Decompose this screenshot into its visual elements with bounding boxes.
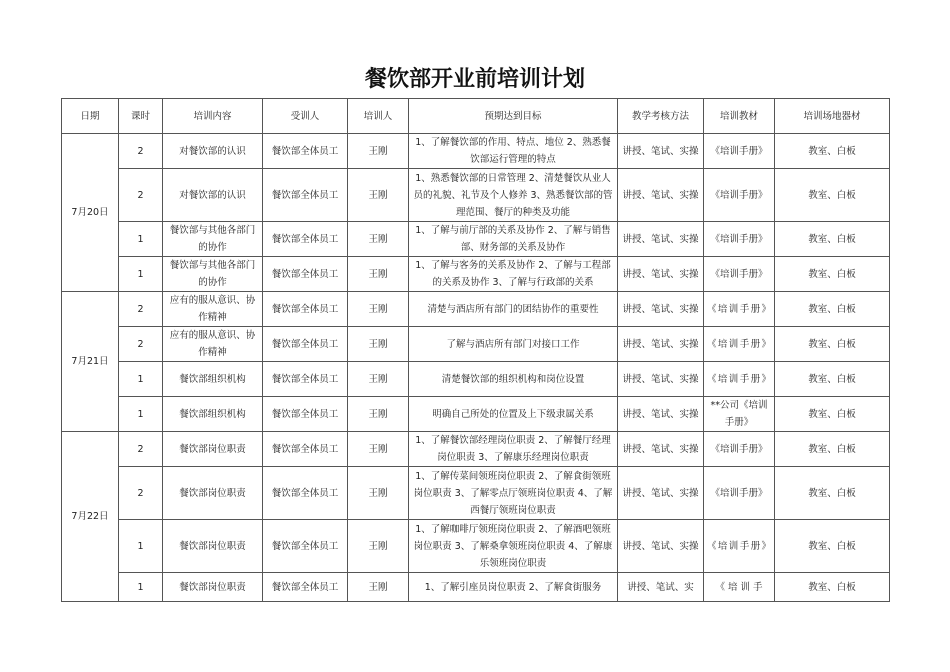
header-method: 教学考核方法: [618, 99, 704, 134]
goal-cell: 清楚餐饮部的组织机构和岗位设置: [409, 362, 618, 397]
content-cell: 餐饮部岗位职责: [163, 432, 263, 467]
hours-cell: 2: [119, 292, 163, 327]
goal-cell: 1、了解餐饮部的作用、特点、地位 2、熟悉餐饮部运行管理的特点: [409, 134, 618, 169]
method-cell: 讲授、笔试、实操: [618, 397, 704, 432]
hours-cell: 1: [119, 573, 163, 602]
trainer-cell: 王刚: [348, 257, 409, 292]
goal-cell: 1、了解餐饮部经理岗位职责 2、了解餐厅经理岗位职责 3、了解康乐经理岗位职责: [409, 432, 618, 467]
venue-cell: 教室、白板: [775, 573, 890, 602]
goal-cell: 1、了解引座员岗位职责 2、了解食街服务: [409, 573, 618, 602]
method-cell: 讲授、笔试、实操: [618, 327, 704, 362]
hours-cell: 2: [119, 169, 163, 222]
table-row: [62, 327, 890, 362]
content-cell: 餐饮部与其他各部门的协作: [163, 222, 263, 257]
method-cell: 讲授、笔试、实操: [618, 134, 704, 169]
content-cell: 餐饮部组织机构: [163, 397, 263, 432]
material-cell: 《培训手册》: [704, 222, 775, 257]
date-cell: 7月20日: [62, 134, 119, 292]
hours-cell: 1: [119, 222, 163, 257]
material-cell: 《培训手册》: [704, 134, 775, 169]
trainer-cell: 王刚: [348, 134, 409, 169]
method-cell: 讲授、笔试、实: [618, 573, 704, 602]
hours-cell: 2: [119, 432, 163, 467]
trainer-cell: 王刚: [348, 169, 409, 222]
material-cell: 《培训手册》: [704, 327, 775, 362]
material-cell: 《培训手册》: [704, 520, 775, 573]
header-row: [62, 99, 890, 134]
trainee-cell: 餐饮部全体员工: [263, 134, 348, 169]
goal-cell: 清楚与酒店所有部门的团结协作的重要性: [409, 292, 618, 327]
hours-cell: 1: [119, 257, 163, 292]
method-cell: 讲授、笔试、实操: [618, 520, 704, 573]
goal-cell: 明确自己所处的位置及上下级隶属关系: [409, 397, 618, 432]
trainee-cell: 餐饮部全体员工: [263, 362, 348, 397]
training-plan-table: [61, 98, 890, 602]
header-date: 日期: [62, 99, 119, 134]
table-row: [62, 362, 890, 397]
goal-cell: 1、了解与客务的关系及协作 2、了解与工程部的关系及协作 3、了解与行政部的关系: [409, 257, 618, 292]
trainer-cell: 王刚: [348, 327, 409, 362]
method-cell: 讲授、笔试、实操: [618, 432, 704, 467]
table-row: [62, 573, 890, 602]
trainee-cell: 餐饮部全体员工: [263, 327, 348, 362]
header-trainer: 培训人: [348, 99, 409, 134]
trainer-cell: 王刚: [348, 222, 409, 257]
hours-cell: 1: [119, 362, 163, 397]
trainer-cell: 王刚: [348, 397, 409, 432]
header-hours: 课时: [119, 99, 163, 134]
venue-cell: 教室、白板: [775, 257, 890, 292]
trainee-cell: 餐饮部全体员工: [263, 169, 348, 222]
material-cell: **公司《培训手册》: [704, 397, 775, 432]
hours-cell: 1: [119, 520, 163, 573]
venue-cell: 教室、白板: [775, 327, 890, 362]
venue-cell: 教室、白板: [775, 169, 890, 222]
table-row: [62, 432, 890, 467]
trainee-cell: 餐饮部全体员工: [263, 467, 348, 520]
table-row: [62, 292, 890, 327]
table-row: [62, 520, 890, 573]
content-cell: 对餐饮部的认识: [163, 134, 263, 169]
material-cell: 《培训手册》: [704, 292, 775, 327]
date-cell: 7月21日: [62, 292, 119, 432]
goal-cell: 1、了解咖啡厅领班岗位职责 2、了解酒吧领班岗位职责 3、了解桑拿领班岗位职责 4、了解康乐领班岗位职责: [409, 520, 618, 573]
material-cell: 《培训手册》: [704, 169, 775, 222]
content-cell: 餐饮部组织机构: [163, 362, 263, 397]
venue-cell: 教室、白板: [775, 432, 890, 467]
trainer-cell: 王刚: [348, 467, 409, 520]
table-row: [62, 397, 890, 432]
venue-cell: 教室、白板: [775, 134, 890, 169]
method-cell: 讲授、笔试、实操: [618, 257, 704, 292]
content-cell: 对餐饮部的认识: [163, 169, 263, 222]
venue-cell: 教室、白板: [775, 292, 890, 327]
hours-cell: 2: [119, 327, 163, 362]
material-cell: 《培训手册》: [704, 362, 775, 397]
date-cell: 7月22日: [62, 432, 119, 602]
trainer-cell: 王刚: [348, 573, 409, 602]
trainee-cell: 餐饮部全体员工: [263, 573, 348, 602]
material-cell: 《 培 训 手: [704, 573, 775, 602]
content-cell: 餐饮部岗位职责: [163, 520, 263, 573]
method-cell: 讲授、笔试、实操: [618, 292, 704, 327]
hours-cell: 1: [119, 397, 163, 432]
trainee-cell: 餐饮部全体员工: [263, 222, 348, 257]
header-venue: 培训场地器材: [775, 99, 890, 134]
trainer-cell: 王刚: [348, 432, 409, 467]
table-row: [62, 257, 890, 292]
hours-cell: 2: [119, 467, 163, 520]
method-cell: 讲授、笔试、实操: [618, 222, 704, 257]
goal-cell: 1、了解传菜间领班岗位职责 2、了解食街领班岗位职责 3、了解零点厅领班岗位职责 4、了解西餐厅领班岗位职责: [409, 467, 618, 520]
content-cell: 应有的服从意识、协作精神: [163, 327, 263, 362]
content-cell: 餐饮部与其他各部门的协作: [163, 257, 263, 292]
hours-cell: 2: [119, 134, 163, 169]
page-title: 餐饮部开业前培训计划: [364, 66, 585, 92]
trainer-cell: 王刚: [348, 520, 409, 573]
header-goal: 预期达到目标: [409, 99, 618, 134]
trainer-cell: 王刚: [348, 362, 409, 397]
method-cell: 讲授、笔试、实操: [618, 467, 704, 520]
header-content: 培训内容: [163, 99, 263, 134]
table-row: [62, 222, 890, 257]
venue-cell: 教室、白板: [775, 362, 890, 397]
method-cell: 讲授、笔试、实操: [618, 169, 704, 222]
method-cell: 讲授、笔试、实操: [618, 362, 704, 397]
trainee-cell: 餐饮部全体员工: [263, 397, 348, 432]
header-material: 培训教材: [704, 99, 775, 134]
material-cell: 《培训手册》: [704, 432, 775, 467]
material-cell: 《培训手册》: [704, 467, 775, 520]
venue-cell: 教室、白板: [775, 520, 890, 573]
material-cell: 《培训手册》: [704, 257, 775, 292]
table-row: [62, 169, 890, 222]
venue-cell: 教室、白板: [775, 467, 890, 520]
trainee-cell: 餐饮部全体员工: [263, 432, 348, 467]
goal-cell: 1、了解与前厅部的关系及协作 2、了解与销售部、财务部的关系及协作: [409, 222, 618, 257]
trainer-cell: 王刚: [348, 292, 409, 327]
trainee-cell: 餐饮部全体员工: [263, 257, 348, 292]
content-cell: 应有的服从意识、协作精神: [163, 292, 263, 327]
content-cell: 餐饮部岗位职责: [163, 573, 263, 602]
header-trainee: 受训人: [263, 99, 348, 134]
trainee-cell: 餐饮部全体员工: [263, 292, 348, 327]
venue-cell: 教室、白板: [775, 397, 890, 432]
goal-cell: 了解与酒店所有部门对接口工作: [409, 327, 618, 362]
venue-cell: 教室、白板: [775, 222, 890, 257]
table-row: [62, 467, 890, 520]
trainee-cell: 餐饮部全体员工: [263, 520, 348, 573]
content-cell: 餐饮部岗位职责: [163, 467, 263, 520]
goal-cell: 1、熟悉餐饮部的日常管理 2、清楚餐饮从业人员的礼貌、礼节及个人修养 3、熟悉餐饮部的管理范围、餐厅的种类及功能: [409, 169, 618, 222]
table-row: [62, 134, 890, 169]
